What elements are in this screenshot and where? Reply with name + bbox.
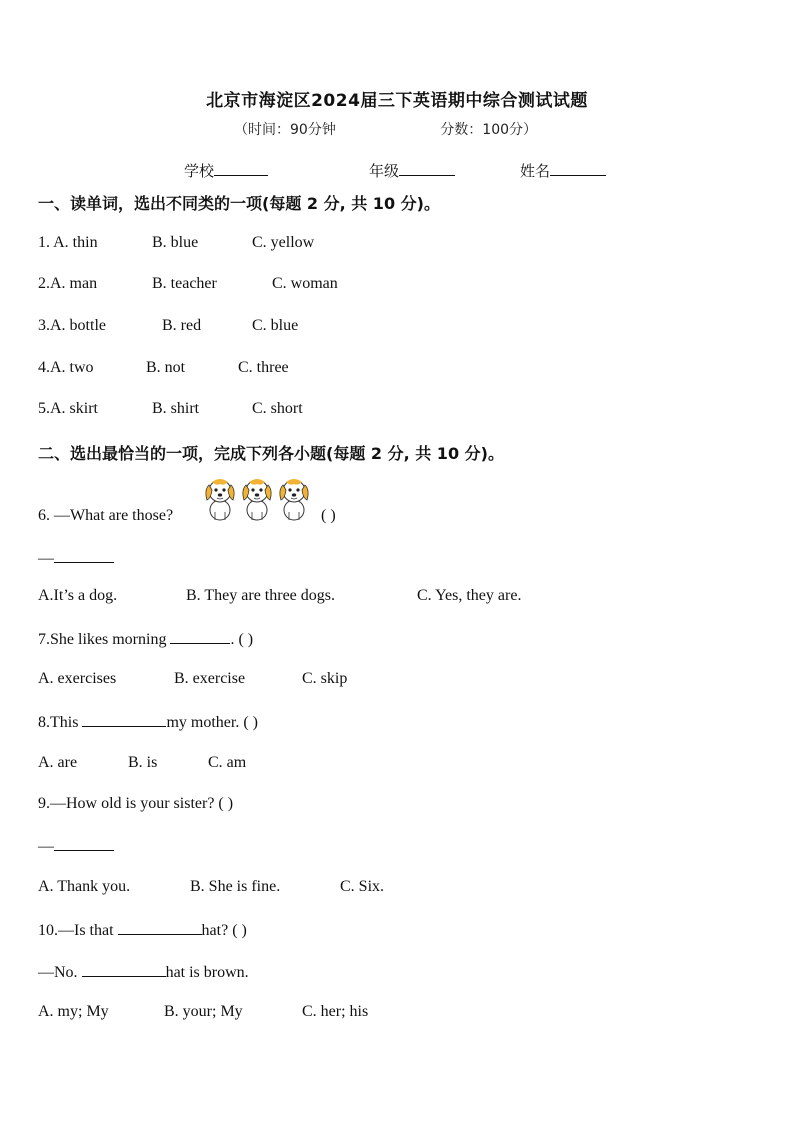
q6-answer-paren[interactable]: ( ) bbox=[321, 507, 336, 524]
q7-option-a: A. exercises bbox=[38, 670, 117, 687]
q6-option-c: C. Yes, they are. bbox=[417, 587, 522, 604]
q9-option-a: A. Thank you. bbox=[38, 878, 131, 895]
question-6-answer-line bbox=[38, 548, 114, 568]
dog-icon bbox=[206, 479, 234, 520]
q3-option-a: 3.A. bottle bbox=[38, 317, 106, 334]
q2-option-a: 2.A. man bbox=[38, 275, 98, 292]
q10-option-b: B. your; My bbox=[164, 1003, 243, 1020]
q10-reply-end: hat is brown. bbox=[165, 964, 249, 981]
q2-option-b: B. teacher bbox=[152, 275, 217, 292]
q7-answer-blank[interactable] bbox=[170, 629, 230, 644]
q1-option-c: C. yellow bbox=[252, 234, 315, 251]
name-label: 姓名 bbox=[520, 162, 551, 180]
school-label: 学校 bbox=[184, 162, 215, 180]
q8-option-b: B. is bbox=[128, 754, 158, 771]
q6-text: 6. —What are those? bbox=[38, 507, 174, 524]
q7-option-b: B. exercise bbox=[174, 670, 246, 687]
q7-text: 7.She likes morning bbox=[38, 631, 167, 648]
q6-dash: — bbox=[38, 550, 54, 567]
question-8-stem bbox=[38, 712, 258, 732]
q4-option-c: C. three bbox=[238, 359, 289, 376]
q1-option-b: B. blue bbox=[152, 234, 199, 251]
q9-dash: — bbox=[38, 838, 54, 855]
q5-option-c: C. short bbox=[252, 400, 303, 417]
q9-text: 9.—How old is your sister? ( ) bbox=[38, 795, 234, 812]
q10-option-a: A. my; My bbox=[38, 1003, 109, 1020]
q3-option-c: C. blue bbox=[252, 317, 299, 334]
q5-option-b: B. shirt bbox=[152, 400, 200, 417]
q8-text-end: my mother. ( ) bbox=[166, 714, 258, 731]
q10-text: 10.—Is that bbox=[38, 922, 114, 939]
q7-paren: . ( ) bbox=[230, 631, 254, 648]
dog-icon bbox=[243, 479, 271, 520]
q6-answer-blank[interactable] bbox=[54, 548, 114, 563]
question-6-stem bbox=[38, 507, 336, 525]
q8-option-c: C. am bbox=[208, 754, 247, 771]
question-10-stem bbox=[38, 920, 247, 940]
q10-reply-start: —No. bbox=[38, 964, 78, 981]
q10-text-end: hat? ( ) bbox=[201, 922, 247, 939]
name-field bbox=[520, 160, 606, 181]
page-title: 北京市海淀区2024届三下英语期中综合测试试题 bbox=[206, 91, 588, 111]
time-limit: （时间：90分钟 bbox=[234, 122, 336, 138]
question-9-answer-line bbox=[38, 836, 114, 856]
school-field bbox=[184, 160, 268, 181]
q8-answer-blank[interactable] bbox=[82, 712, 166, 727]
question-7-stem bbox=[38, 629, 253, 649]
grade-field bbox=[369, 160, 455, 181]
q4-option-b: B. not bbox=[146, 359, 186, 376]
question-9-stem bbox=[38, 795, 233, 813]
section2-heading: 二、选出最恰当的一项，完成下列各小题(每题 2 分, 共 10 分)。 bbox=[38, 444, 504, 463]
dog-icon bbox=[280, 479, 308, 520]
q4-option-a: 4.A. two bbox=[38, 359, 94, 376]
q2-option-c: C. woman bbox=[272, 275, 338, 292]
q3-option-b: B. red bbox=[162, 317, 202, 334]
q10-answer-blank-1[interactable] bbox=[118, 920, 202, 935]
q6-option-b: B. They are three dogs. bbox=[186, 587, 335, 604]
name-blank[interactable] bbox=[550, 161, 606, 176]
q10-option-c: C. her; his bbox=[302, 1003, 369, 1020]
section1-heading: 一、读单词，选出不同类的一项(每题 2 分, 共 10 分)。 bbox=[38, 194, 440, 213]
grade-label: 年级 bbox=[369, 162, 400, 180]
question-10-reply bbox=[38, 962, 249, 982]
exam-meta bbox=[234, 119, 537, 139]
q8-text: 8.This bbox=[38, 714, 79, 731]
school-blank[interactable] bbox=[214, 161, 268, 176]
q10-answer-blank-2[interactable] bbox=[82, 962, 166, 977]
q5-option-a: 5.A. skirt bbox=[38, 400, 98, 417]
q9-option-b: B. She is fine. bbox=[190, 878, 281, 895]
q7-option-c: C. skip bbox=[302, 670, 348, 687]
q8-option-a: A. are bbox=[38, 754, 78, 771]
q9-option-c: C. Six. bbox=[340, 878, 385, 895]
three-dogs-illustration bbox=[202, 476, 314, 522]
q9-answer-blank[interactable] bbox=[54, 836, 114, 851]
q1-option-a: 1. A. thin bbox=[38, 234, 98, 251]
q6-option-a: A.It’s a dog. bbox=[38, 587, 118, 604]
total-score: 分数：100分） bbox=[440, 122, 538, 138]
grade-blank[interactable] bbox=[399, 161, 455, 176]
